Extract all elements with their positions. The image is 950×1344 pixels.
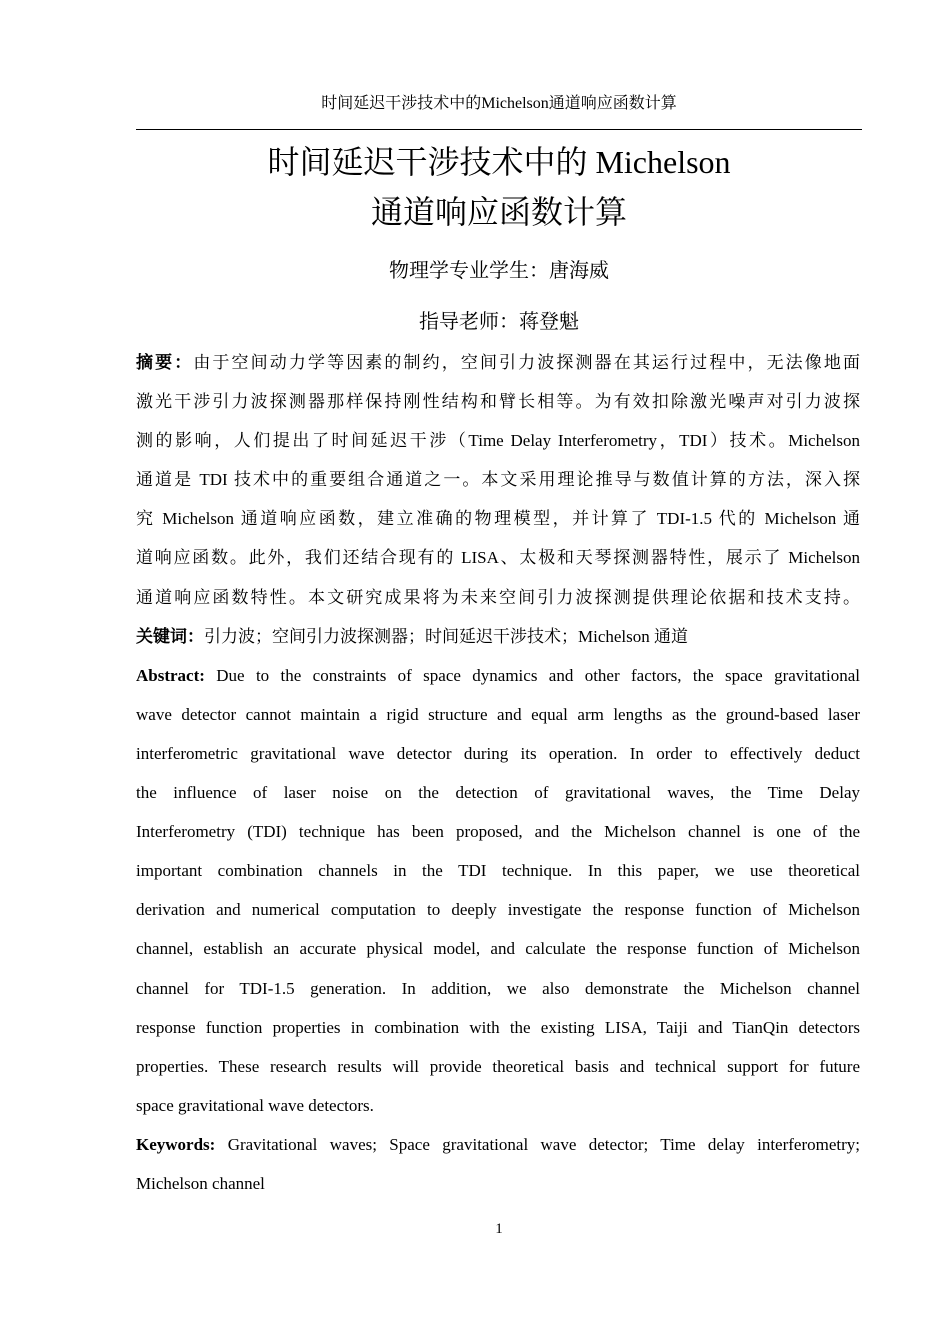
en-abstract-line: channel for TDI-1.5 generation. In addition, we also demonstrate the Michelson channel xyxy=(136,978,860,998)
cn-keywords xyxy=(136,622,860,661)
advisor: 指导老师：蒋登魁 xyxy=(419,311,579,333)
en-abstract-line: wave detector cannot maintain a rigid structure and equal arm lengths as the ground-based laser xyxy=(136,704,860,724)
text: 由于空间动力学等因素的制约，空间引力波探测器在其运行过程中，无法像地面 xyxy=(193,353,861,372)
cn-abstract-line: 测的影响，人们提出了时间延迟干涉（Time Delay Interferometry，TDI）技术。Michelson xyxy=(136,431,860,451)
en-keywords-line: Michelson channel xyxy=(136,1173,265,1193)
cn-abstract-line: 究 Michelson 通道响应函数，建立准确的物理模型，并计算了 TDI-1.5 代的 Michelson 通 xyxy=(136,509,860,529)
abstract-body xyxy=(136,348,860,1208)
title-line-1: 时间延迟干涉技术中的 Michelson xyxy=(267,144,731,180)
cn-abstract-line xyxy=(136,348,860,387)
title-line-2: 通道响应函数计算 xyxy=(370,194,627,230)
en-abstract-label: Abstract: xyxy=(136,665,205,685)
page-number: 1 xyxy=(495,1221,503,1237)
text: Due to the constraints of space dynamics and other factors, the space gravitational xyxy=(204,665,860,685)
en-abstract-line: important combination channels in the TDI technique. In this paper, we use theoretical xyxy=(136,861,860,881)
en-abstract-line: properties. These research results will provide theoretical basis and technical support for future xyxy=(136,1056,860,1076)
en-abstract-line: derivation and numerical computation to deeply investigate the response function of Michelson xyxy=(136,900,860,920)
header-rule xyxy=(136,129,862,130)
en-abstract-line: space gravitational wave detectors. xyxy=(136,1095,374,1115)
cn-abstract-line: 通道响应函数特性。本文研究成果将为未来空间引力波探测提供理论依据和技术支持。 xyxy=(136,587,860,607)
en-abstract-line: response function properties in combination with the existing LISA, Taiji and TianQin detectors xyxy=(136,1017,860,1037)
en-abstract-line: Interferometry (TDI) technique has been proposed, and the Michelson channel is one of the xyxy=(136,822,860,842)
cn-keywords-label: 关键词： xyxy=(136,626,204,646)
cn-abstract-label: 摘要： xyxy=(136,353,194,372)
cn-abstract-line: 通道是 TDI 技术中的重要组合通道之一。本文采用理论推导与数值计算的方法，深入探 xyxy=(136,470,860,490)
running-header: 时间延迟干涉技术中的Michelson通道响应函数计算 xyxy=(321,95,677,112)
author: 物理学专业学生：唐海威 xyxy=(389,260,609,282)
en-abstract-line: channel, establish an accurate physical model, and calculate the response function of Michelson xyxy=(136,939,860,959)
en-abstract-line: interferometric gravitational wave detector during its operation. In order to effectively deduct xyxy=(136,743,860,763)
en-keywords-label: Keywords: xyxy=(136,1134,216,1154)
en-abstract-line: the influence of laser noise on the detection of gravitational waves, the Time Delay xyxy=(136,783,860,803)
text: 引力波；空间引力波探测器；时间延迟干涉技术；Michelson 通道 xyxy=(204,626,689,646)
cn-abstract-line: 激光干涉引力波探测器那样保持刚性结构和臂长相等。为有效扣除激光噪声对引力波探 xyxy=(136,392,860,412)
text: Gravitational waves; Space gravitational wave detector; Time delay interferometry; xyxy=(215,1134,860,1154)
en-keywords xyxy=(136,1130,860,1169)
en-abstract-line xyxy=(136,661,860,700)
cn-abstract-line: 道响应函数。此外，我们还结合现有的 LISA、太极和天琴探测器特性，展示了 Michelson xyxy=(136,548,860,568)
